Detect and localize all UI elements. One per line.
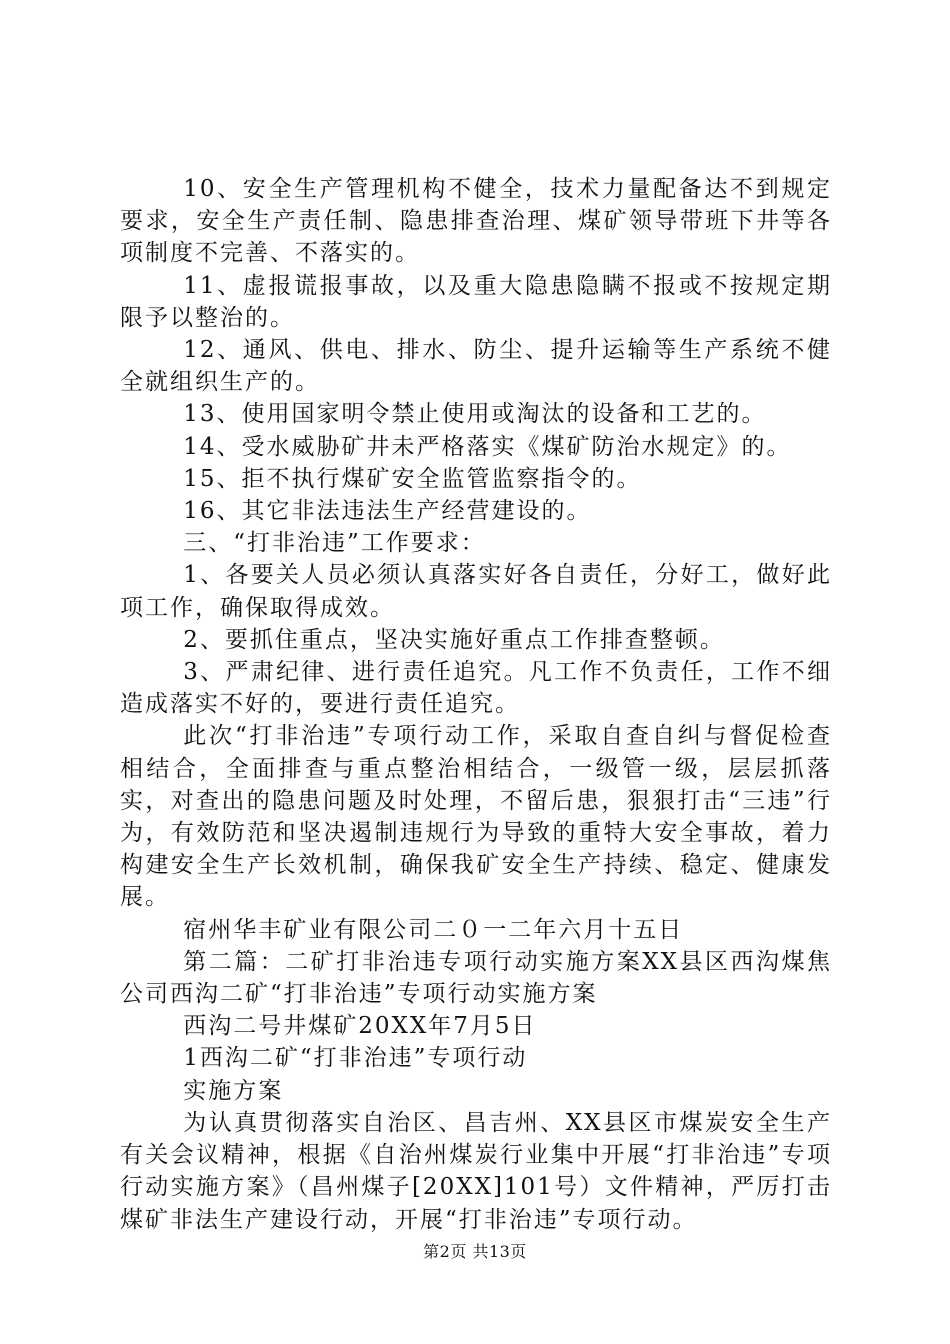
second-article-intro: 为认真贯彻落实自治区、昌吉州、XX县区市煤炭安全生产有关会议精神，根据《自治州煤炭行业集中开展“打非治违”专项行动实施方案》（昌州煤子[20XX]101号）文件精神，严厉打击煤矿非法生产建设行动，开展“打非治违”专项行动。 (120, 1109, 832, 1233)
paragraph-item-15: 15、拒不执行煤矿安全监管监察指令的。 (183, 465, 642, 492)
requirement-item-3: 3、严肃纪律、进行责任追究。凡工作不负责任，工作不细造成落实不好的，要进行责任追究。 (120, 659, 832, 718)
second-article-subtitle-cont: 实施方案 (183, 1077, 284, 1104)
paragraph-item-10: 10、安全生产管理机构不健全，技术力量配备达不到规定要求，安全生产责任制、隐患排查治理、煤矿领导带班下井等各项制度不完善、不落实的。 (120, 176, 832, 267)
second-article-subtitle: 1西沟二矿“打非治违”专项行动 (183, 1045, 528, 1072)
second-article-date: 西沟二号井煤矿20XX年7月5日 (183, 1013, 537, 1040)
second-article-title: 第二篇：二矿打非治违专项行动实施方案XX县区西沟煤焦公司西沟二矿“打非治违”专项行动实施方案 (120, 948, 832, 1008)
summary-paragraph: 此次“打非治违”专项行动工作，采取自查自纠与督促检查相结合，全面排查与重点整治相结合，一级管一级，层层抓落实，对查出的隐患问题及时处理，不留后患，狠狠打击“三违”行为，有效防范和坚决遏制违规行为导致的重特大安全事故，着力构建安全生产长效机制，确保我矿安全生产持续、稳定、健康发展。 (120, 723, 832, 911)
page-footer (0, 1239, 950, 1262)
requirement-item-1: 1、各要关人员必须认真落实好各自责任，分好工，做好此项工作，确保取得成效。 (120, 562, 832, 621)
requirement-item-2: 2、要抓住重点，坚决实施好重点工作排查整顿。 (183, 626, 725, 653)
page-number: 第2页 共13页 (423, 1242, 527, 1261)
paragraph-item-16: 16、其它非法违法生产经营建设的。 (183, 498, 592, 525)
paragraph-item-13: 13、使用国家明令禁止使用或淘汰的设备和工艺的。 (183, 401, 767, 428)
signature-line: 宿州华丰矿业有限公司二０一二年六月十五日 (183, 916, 684, 943)
paragraph-item-12: 12、通风、供电、排水、防尘、提升运输等生产系统不健全就组织生产的。 (120, 337, 832, 396)
document-body (120, 173, 832, 1236)
paragraph-item-11: 11、虚报谎报事故，以及重大隐患隐瞒不报或不按规定期限予以整治的。 (120, 272, 832, 331)
paragraph-item-14: 14、受水威胁矿井未严格落实《煤矿防治水规定》的。 (183, 433, 792, 460)
section-heading-requirements: 三、“打非治违”工作要求： (183, 530, 486, 557)
